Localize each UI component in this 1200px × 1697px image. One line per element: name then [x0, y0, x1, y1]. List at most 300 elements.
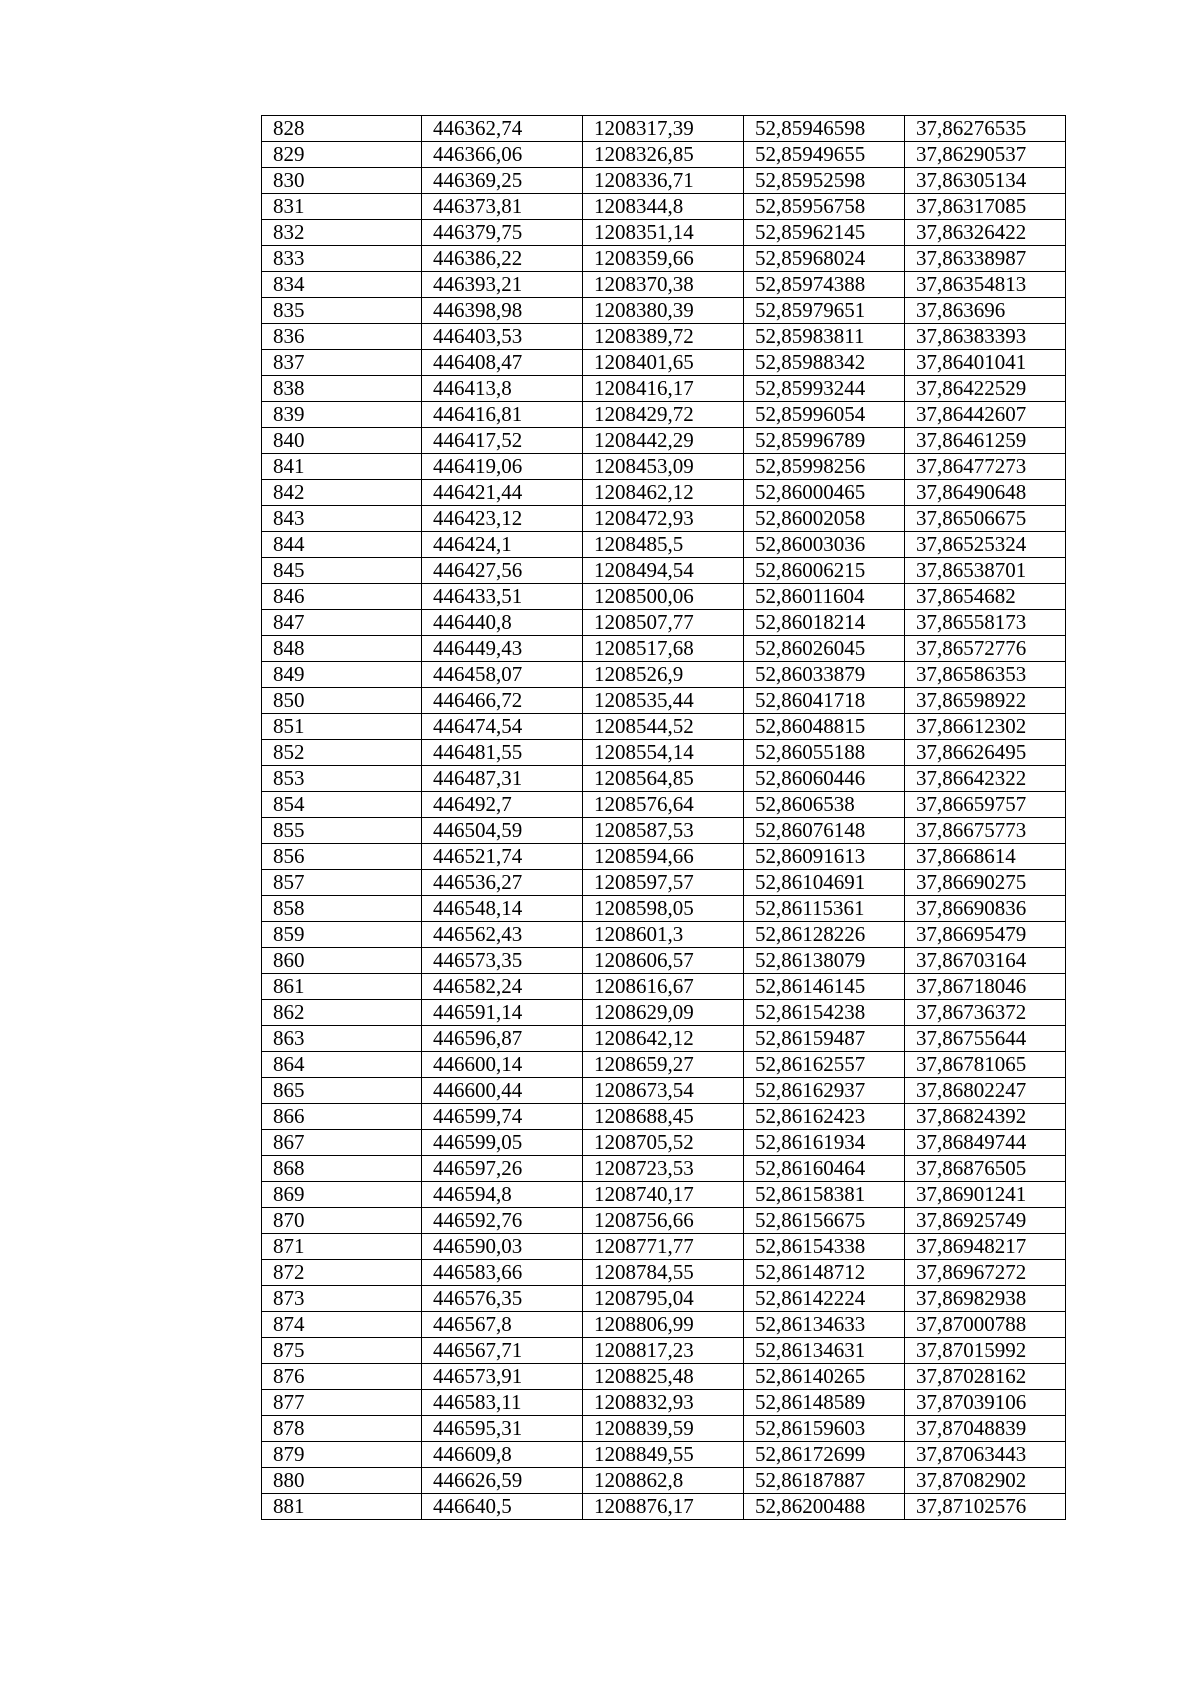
point-number-cell: 856 [262, 844, 422, 870]
x-coordinate-cell: 446592,76 [422, 1208, 583, 1234]
y-coordinate-cell: 1208344,8 [583, 194, 744, 220]
longitude-cell: 37,87028162 [905, 1364, 1066, 1390]
table-row [262, 402, 1066, 428]
latitude-cell: 52,86018214 [744, 610, 905, 636]
y-coordinate-cell: 1208771,77 [583, 1234, 744, 1260]
x-coordinate-cell: 446379,75 [422, 220, 583, 246]
y-coordinate-cell: 1208659,27 [583, 1052, 744, 1078]
table-row [262, 636, 1066, 662]
table-row [262, 480, 1066, 506]
longitude-cell: 37,86849744 [905, 1130, 1066, 1156]
table-row [262, 1208, 1066, 1234]
latitude-cell: 52,86134631 [744, 1338, 905, 1364]
latitude-cell: 52,86140265 [744, 1364, 905, 1390]
latitude-cell: 52,85952598 [744, 168, 905, 194]
point-number-cell: 866 [262, 1104, 422, 1130]
longitude-cell: 37,86326422 [905, 220, 1066, 246]
latitude-cell: 52,86162557 [744, 1052, 905, 1078]
y-coordinate-cell: 1208535,44 [583, 688, 744, 714]
longitude-cell: 37,86401041 [905, 350, 1066, 376]
x-coordinate-cell: 446600,14 [422, 1052, 583, 1078]
x-coordinate-cell: 446362,74 [422, 116, 583, 142]
table-row [262, 818, 1066, 844]
point-number-cell: 855 [262, 818, 422, 844]
y-coordinate-cell: 1208517,68 [583, 636, 744, 662]
y-coordinate-cell: 1208554,14 [583, 740, 744, 766]
table-row [262, 376, 1066, 402]
longitude-cell: 37,87048839 [905, 1416, 1066, 1442]
point-number-cell: 874 [262, 1312, 422, 1338]
x-coordinate-cell: 446474,54 [422, 714, 583, 740]
point-number-cell: 871 [262, 1234, 422, 1260]
point-number-cell: 836 [262, 324, 422, 350]
table-row [262, 246, 1066, 272]
x-coordinate-cell: 446466,72 [422, 688, 583, 714]
point-number-cell: 849 [262, 662, 422, 688]
point-number-cell: 876 [262, 1364, 422, 1390]
longitude-cell: 37,86383393 [905, 324, 1066, 350]
y-coordinate-cell: 1208795,04 [583, 1286, 744, 1312]
y-coordinate-cell: 1208416,17 [583, 376, 744, 402]
table-row [262, 870, 1066, 896]
table-row [262, 272, 1066, 298]
longitude-cell: 37,86506675 [905, 506, 1066, 532]
longitude-cell: 37,8668614 [905, 844, 1066, 870]
y-coordinate-cell: 1208472,93 [583, 506, 744, 532]
point-number-cell: 878 [262, 1416, 422, 1442]
x-coordinate-cell: 446373,81 [422, 194, 583, 220]
latitude-cell: 52,85979651 [744, 298, 905, 324]
latitude-cell: 52,86055188 [744, 740, 905, 766]
point-number-cell: 857 [262, 870, 422, 896]
x-coordinate-cell: 446440,8 [422, 610, 583, 636]
table-row [262, 506, 1066, 532]
x-coordinate-cell: 446567,71 [422, 1338, 583, 1364]
point-number-cell: 864 [262, 1052, 422, 1078]
x-coordinate-cell: 446521,74 [422, 844, 583, 870]
x-coordinate-cell: 446626,59 [422, 1468, 583, 1494]
table-row [262, 558, 1066, 584]
x-coordinate-cell: 446424,1 [422, 532, 583, 558]
longitude-cell: 37,86558173 [905, 610, 1066, 636]
y-coordinate-cell: 1208359,66 [583, 246, 744, 272]
longitude-cell: 37,86461259 [905, 428, 1066, 454]
latitude-cell: 52,86158381 [744, 1182, 905, 1208]
y-coordinate-cell: 1208616,67 [583, 974, 744, 1000]
latitude-cell: 52,8606538 [744, 792, 905, 818]
latitude-cell: 52,85968024 [744, 246, 905, 272]
table-row [262, 1364, 1066, 1390]
longitude-cell: 37,86490648 [905, 480, 1066, 506]
y-coordinate-cell: 1208564,85 [583, 766, 744, 792]
x-coordinate-cell: 446567,8 [422, 1312, 583, 1338]
y-coordinate-cell: 1208317,39 [583, 116, 744, 142]
longitude-cell: 37,86659757 [905, 792, 1066, 818]
x-coordinate-cell: 446427,56 [422, 558, 583, 584]
latitude-cell: 52,85996054 [744, 402, 905, 428]
x-coordinate-cell: 446408,47 [422, 350, 583, 376]
table-row [262, 1338, 1066, 1364]
longitude-cell: 37,86736372 [905, 1000, 1066, 1026]
x-coordinate-cell: 446449,43 [422, 636, 583, 662]
point-number-cell: 843 [262, 506, 422, 532]
table-row [262, 1182, 1066, 1208]
x-coordinate-cell: 446596,87 [422, 1026, 583, 1052]
y-coordinate-cell: 1208597,57 [583, 870, 744, 896]
table-row [262, 740, 1066, 766]
latitude-cell: 52,85949655 [744, 142, 905, 168]
x-coordinate-cell: 446573,35 [422, 948, 583, 974]
longitude-cell: 37,86538701 [905, 558, 1066, 584]
point-number-cell: 832 [262, 220, 422, 246]
longitude-cell: 37,86612302 [905, 714, 1066, 740]
table-row [262, 532, 1066, 558]
x-coordinate-cell: 446458,07 [422, 662, 583, 688]
latitude-cell: 52,86134633 [744, 1312, 905, 1338]
point-number-cell: 854 [262, 792, 422, 818]
x-coordinate-cell: 446562,43 [422, 922, 583, 948]
latitude-cell: 52,86002058 [744, 506, 905, 532]
latitude-cell: 52,85998256 [744, 454, 905, 480]
longitude-cell: 37,86276535 [905, 116, 1066, 142]
point-number-cell: 869 [262, 1182, 422, 1208]
table-row [262, 610, 1066, 636]
table-row [262, 1390, 1066, 1416]
longitude-cell: 37,86354813 [905, 272, 1066, 298]
longitude-cell: 37,863696 [905, 298, 1066, 324]
table-row [262, 454, 1066, 480]
longitude-cell: 37,86442607 [905, 402, 1066, 428]
y-coordinate-cell: 1208544,52 [583, 714, 744, 740]
point-number-cell: 863 [262, 1026, 422, 1052]
y-coordinate-cell: 1208817,23 [583, 1338, 744, 1364]
table-row [262, 428, 1066, 454]
latitude-cell: 52,86159487 [744, 1026, 905, 1052]
y-coordinate-cell: 1208839,59 [583, 1416, 744, 1442]
table-row [262, 1312, 1066, 1338]
point-number-cell: 837 [262, 350, 422, 376]
point-number-cell: 880 [262, 1468, 422, 1494]
table-row [262, 896, 1066, 922]
latitude-cell: 52,86091613 [744, 844, 905, 870]
longitude-cell: 37,86690836 [905, 896, 1066, 922]
longitude-cell: 37,86901241 [905, 1182, 1066, 1208]
y-coordinate-cell: 1208336,71 [583, 168, 744, 194]
longitude-cell: 37,86876505 [905, 1156, 1066, 1182]
table-row [262, 1078, 1066, 1104]
y-coordinate-cell: 1208594,66 [583, 844, 744, 870]
x-coordinate-cell: 446594,8 [422, 1182, 583, 1208]
table-row [262, 922, 1066, 948]
latitude-cell: 52,86138079 [744, 948, 905, 974]
x-coordinate-cell: 446583,66 [422, 1260, 583, 1286]
longitude-cell: 37,86925749 [905, 1208, 1066, 1234]
longitude-cell: 37,86305134 [905, 168, 1066, 194]
point-number-cell: 877 [262, 1390, 422, 1416]
latitude-cell: 52,86142224 [744, 1286, 905, 1312]
latitude-cell: 52,85996789 [744, 428, 905, 454]
x-coordinate-cell: 446417,52 [422, 428, 583, 454]
table-row [262, 766, 1066, 792]
y-coordinate-cell: 1208606,57 [583, 948, 744, 974]
table-row [262, 350, 1066, 376]
y-coordinate-cell: 1208849,55 [583, 1442, 744, 1468]
point-number-cell: 853 [262, 766, 422, 792]
longitude-cell: 37,86572776 [905, 636, 1066, 662]
longitude-cell: 37,87000788 [905, 1312, 1066, 1338]
latitude-cell: 52,86162423 [744, 1104, 905, 1130]
longitude-cell: 37,86982938 [905, 1286, 1066, 1312]
table-row [262, 1442, 1066, 1468]
y-coordinate-cell: 1208576,64 [583, 792, 744, 818]
latitude-cell: 52,86162937 [744, 1078, 905, 1104]
x-coordinate-cell: 446609,8 [422, 1442, 583, 1468]
x-coordinate-cell: 446492,7 [422, 792, 583, 818]
point-number-cell: 875 [262, 1338, 422, 1364]
latitude-cell: 52,86033879 [744, 662, 905, 688]
point-number-cell: 845 [262, 558, 422, 584]
longitude-cell: 37,86675773 [905, 818, 1066, 844]
latitude-cell: 52,86006215 [744, 558, 905, 584]
y-coordinate-cell: 1208825,48 [583, 1364, 744, 1390]
latitude-cell: 52,86148712 [744, 1260, 905, 1286]
x-coordinate-cell: 446548,14 [422, 896, 583, 922]
point-number-cell: 859 [262, 922, 422, 948]
x-coordinate-cell: 446487,31 [422, 766, 583, 792]
y-coordinate-cell: 1208485,5 [583, 532, 744, 558]
point-number-cell: 831 [262, 194, 422, 220]
latitude-cell: 52,85956758 [744, 194, 905, 220]
x-coordinate-cell: 446423,12 [422, 506, 583, 532]
point-number-cell: 833 [262, 246, 422, 272]
point-number-cell: 872 [262, 1260, 422, 1286]
x-coordinate-cell: 446366,06 [422, 142, 583, 168]
table-row [262, 792, 1066, 818]
y-coordinate-cell: 1208462,12 [583, 480, 744, 506]
table-row [262, 662, 1066, 688]
table-row [262, 298, 1066, 324]
longitude-cell: 37,86690275 [905, 870, 1066, 896]
latitude-cell: 52,86161934 [744, 1130, 905, 1156]
latitude-cell: 52,86104691 [744, 870, 905, 896]
y-coordinate-cell: 1208500,06 [583, 584, 744, 610]
x-coordinate-cell: 446403,53 [422, 324, 583, 350]
point-number-cell: 861 [262, 974, 422, 1000]
latitude-cell: 52,86154338 [744, 1234, 905, 1260]
y-coordinate-cell: 1208723,53 [583, 1156, 744, 1182]
y-coordinate-cell: 1208784,55 [583, 1260, 744, 1286]
latitude-cell: 52,85946598 [744, 116, 905, 142]
longitude-cell: 37,86703164 [905, 948, 1066, 974]
y-coordinate-cell: 1208351,14 [583, 220, 744, 246]
longitude-cell: 37,86695479 [905, 922, 1066, 948]
y-coordinate-cell: 1208832,93 [583, 1390, 744, 1416]
table-row [262, 974, 1066, 1000]
table-row [262, 688, 1066, 714]
table-row [262, 324, 1066, 350]
longitude-cell: 37,86598922 [905, 688, 1066, 714]
point-number-cell: 840 [262, 428, 422, 454]
y-coordinate-cell: 1208862,8 [583, 1468, 744, 1494]
table-row [262, 1130, 1066, 1156]
point-number-cell: 879 [262, 1442, 422, 1468]
latitude-cell: 52,86011604 [744, 584, 905, 610]
longitude-cell: 37,86626495 [905, 740, 1066, 766]
longitude-cell: 37,86802247 [905, 1078, 1066, 1104]
longitude-cell: 37,86967272 [905, 1260, 1066, 1286]
x-coordinate-cell: 446600,44 [422, 1078, 583, 1104]
table-row [262, 168, 1066, 194]
y-coordinate-cell: 1208756,66 [583, 1208, 744, 1234]
latitude-cell: 52,86128226 [744, 922, 905, 948]
longitude-cell: 37,87082902 [905, 1468, 1066, 1494]
x-coordinate-cell: 446421,44 [422, 480, 583, 506]
x-coordinate-cell: 446595,31 [422, 1416, 583, 1442]
point-number-cell: 881 [262, 1494, 422, 1520]
point-number-cell: 844 [262, 532, 422, 558]
table-row [262, 1104, 1066, 1130]
longitude-cell: 37,87063443 [905, 1442, 1066, 1468]
coordinates-table-body [262, 116, 1066, 1520]
latitude-cell: 52,86076148 [744, 818, 905, 844]
longitude-cell: 37,87102576 [905, 1494, 1066, 1520]
y-coordinate-cell: 1208401,65 [583, 350, 744, 376]
latitude-cell: 52,85983811 [744, 324, 905, 350]
point-number-cell: 847 [262, 610, 422, 636]
latitude-cell: 52,86060446 [744, 766, 905, 792]
latitude-cell: 52,85993244 [744, 376, 905, 402]
x-coordinate-cell: 446582,24 [422, 974, 583, 1000]
table-row [262, 844, 1066, 870]
y-coordinate-cell: 1208442,29 [583, 428, 744, 454]
longitude-cell: 37,86824392 [905, 1104, 1066, 1130]
point-number-cell: 835 [262, 298, 422, 324]
x-coordinate-cell: 446583,11 [422, 1390, 583, 1416]
point-number-cell: 850 [262, 688, 422, 714]
x-coordinate-cell: 446597,26 [422, 1156, 583, 1182]
y-coordinate-cell: 1208587,53 [583, 818, 744, 844]
x-coordinate-cell: 446413,8 [422, 376, 583, 402]
latitude-cell: 52,86187887 [744, 1468, 905, 1494]
point-number-cell: 848 [262, 636, 422, 662]
latitude-cell: 52,86026045 [744, 636, 905, 662]
latitude-cell: 52,86115361 [744, 896, 905, 922]
table-row [262, 1234, 1066, 1260]
point-number-cell: 867 [262, 1130, 422, 1156]
latitude-cell: 52,86160464 [744, 1156, 905, 1182]
y-coordinate-cell: 1208673,54 [583, 1078, 744, 1104]
y-coordinate-cell: 1208389,72 [583, 324, 744, 350]
longitude-cell: 37,86948217 [905, 1234, 1066, 1260]
table-row [262, 1494, 1066, 1520]
x-coordinate-cell: 446504,59 [422, 818, 583, 844]
longitude-cell: 37,86642322 [905, 766, 1066, 792]
latitude-cell: 52,85974388 [744, 272, 905, 298]
point-number-cell: 842 [262, 480, 422, 506]
point-number-cell: 828 [262, 116, 422, 142]
longitude-cell: 37,86422529 [905, 376, 1066, 402]
x-coordinate-cell: 446591,14 [422, 1000, 583, 1026]
latitude-cell: 52,86159603 [744, 1416, 905, 1442]
y-coordinate-cell: 1208705,52 [583, 1130, 744, 1156]
x-coordinate-cell: 446640,5 [422, 1494, 583, 1520]
table-row [262, 1468, 1066, 1494]
y-coordinate-cell: 1208526,9 [583, 662, 744, 688]
x-coordinate-cell: 446398,98 [422, 298, 583, 324]
point-number-cell: 846 [262, 584, 422, 610]
longitude-cell: 37,86477273 [905, 454, 1066, 480]
table-row [262, 948, 1066, 974]
latitude-cell: 52,85962145 [744, 220, 905, 246]
point-number-cell: 865 [262, 1078, 422, 1104]
table-row [262, 1000, 1066, 1026]
x-coordinate-cell: 446419,06 [422, 454, 583, 480]
point-number-cell: 829 [262, 142, 422, 168]
latitude-cell: 52,86148589 [744, 1390, 905, 1416]
longitude-cell: 37,86781065 [905, 1052, 1066, 1078]
table-row [262, 1416, 1066, 1442]
y-coordinate-cell: 1208370,38 [583, 272, 744, 298]
table-row [262, 142, 1066, 168]
latitude-cell: 52,86200488 [744, 1494, 905, 1520]
latitude-cell: 52,86146145 [744, 974, 905, 1000]
point-number-cell: 851 [262, 714, 422, 740]
longitude-cell: 37,8654682 [905, 584, 1066, 610]
point-number-cell: 870 [262, 1208, 422, 1234]
longitude-cell: 37,86718046 [905, 974, 1066, 1000]
y-coordinate-cell: 1208642,12 [583, 1026, 744, 1052]
point-number-cell: 873 [262, 1286, 422, 1312]
y-coordinate-cell: 1208688,45 [583, 1104, 744, 1130]
coordinates-table [261, 115, 1066, 1520]
y-coordinate-cell: 1208629,09 [583, 1000, 744, 1026]
longitude-cell: 37,86755644 [905, 1026, 1066, 1052]
latitude-cell: 52,86154238 [744, 1000, 905, 1026]
y-coordinate-cell: 1208740,17 [583, 1182, 744, 1208]
y-coordinate-cell: 1208453,09 [583, 454, 744, 480]
point-number-cell: 862 [262, 1000, 422, 1026]
x-coordinate-cell: 446433,51 [422, 584, 583, 610]
y-coordinate-cell: 1208429,72 [583, 402, 744, 428]
y-coordinate-cell: 1208380,39 [583, 298, 744, 324]
x-coordinate-cell: 446590,03 [422, 1234, 583, 1260]
x-coordinate-cell: 446573,91 [422, 1364, 583, 1390]
x-coordinate-cell: 446536,27 [422, 870, 583, 896]
latitude-cell: 52,85988342 [744, 350, 905, 376]
table-row [262, 194, 1066, 220]
x-coordinate-cell: 446599,05 [422, 1130, 583, 1156]
table-row [262, 1286, 1066, 1312]
table-row [262, 220, 1066, 246]
y-coordinate-cell: 1208494,54 [583, 558, 744, 584]
point-number-cell: 839 [262, 402, 422, 428]
longitude-cell: 37,86338987 [905, 246, 1066, 272]
longitude-cell: 37,87015992 [905, 1338, 1066, 1364]
table-row [262, 1260, 1066, 1286]
table-row [262, 116, 1066, 142]
x-coordinate-cell: 446369,25 [422, 168, 583, 194]
latitude-cell: 52,86172699 [744, 1442, 905, 1468]
longitude-cell: 37,86290537 [905, 142, 1066, 168]
point-number-cell: 830 [262, 168, 422, 194]
point-number-cell: 852 [262, 740, 422, 766]
latitude-cell: 52,86048815 [744, 714, 905, 740]
x-coordinate-cell: 446393,21 [422, 272, 583, 298]
latitude-cell: 52,86156675 [744, 1208, 905, 1234]
y-coordinate-cell: 1208806,99 [583, 1312, 744, 1338]
table-row [262, 1156, 1066, 1182]
point-number-cell: 860 [262, 948, 422, 974]
